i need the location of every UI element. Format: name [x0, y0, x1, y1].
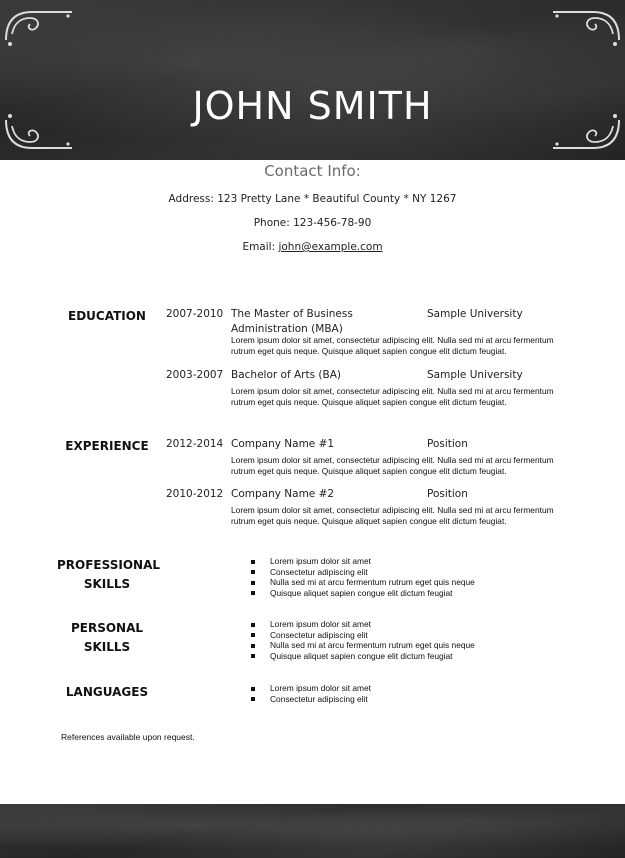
footer-banner [0, 804, 625, 858]
section-label-line: SKILLS [83, 577, 131, 591]
professional-skills-list [270, 556, 475, 598]
entry-organization: Sample University [427, 308, 523, 320]
list-item: Quisque aliquet sapien congue elit dictum feugiat [270, 651, 475, 662]
section-label-line: PROFESSIONAL [57, 558, 161, 572]
candidate-name: JOHN SMITH [192, 84, 433, 128]
contact-title: Contact Info: [264, 162, 361, 180]
header-banner [0, 0, 625, 160]
contact-address: Address: 123 Pretty Lane * Beautiful County * NY 1267 [168, 193, 457, 205]
corner-ornament-icon [2, 4, 76, 48]
list-item: Consectetur adipiscing elit [270, 567, 475, 578]
entry-organization: Sample University [427, 369, 523, 381]
entry-title: Bachelor of Arts (BA) [231, 369, 341, 381]
list-item: Nulla sed mi at arcu fermentum rutrum eget quis neque [270, 577, 475, 588]
entry-years: 2012-2014 [166, 438, 224, 450]
entry-organization: Position [427, 488, 468, 500]
list-item: Nulla sed mi at arcu fermentum rutrum eget quis neque [270, 640, 475, 651]
entry-description: Lorem ipsum dolor sit amet, consectetur adipiscing elit. Nulla sed mi at arcu fermentum rutrum eget quis neque. Quisque aliquet sapien congue elit dictum feugiat. [231, 335, 554, 356]
entry-years: 2003-2007 [166, 369, 224, 381]
list-item: Lorem ipsum dolor sit amet [270, 619, 475, 630]
section-label-experience: EXPERIENCE [65, 439, 149, 453]
entry-description: Lorem ipsum dolor sit amet, consectetur adipiscing elit. Nulla sed mi at arcu fermentum rutrum eget quis neque. Quisque aliquet sapien congue elit dictum feugiat. [231, 505, 554, 526]
entry-organization: Position [427, 438, 468, 450]
entry-years: 2007-2010 [166, 308, 224, 320]
references-note: References available upon request. [61, 732, 195, 742]
list-item: Lorem ipsum dolor sit amet [270, 683, 372, 693]
entry-description: Lorem ipsum dolor sit amet, consectetur adipiscing elit. Nulla sed mi at arcu fermentum rutrum eget quis neque. Quisque aliquet sapien congue elit dictum feugiat. [231, 386, 554, 407]
entry-title: Company Name #2 [231, 488, 335, 500]
list-item: Quisque aliquet sapien congue elit dictum feugiat [270, 588, 475, 599]
entry-years: 2010-2012 [166, 488, 224, 500]
list-item: Consectetur adipiscing elit [270, 694, 371, 705]
list-item: Consectetur adipiscing elit [270, 630, 475, 641]
section-label-education: EDUCATION [68, 309, 146, 323]
corner-ornament-icon [549, 4, 623, 48]
contact-email-line [0, 241, 625, 253]
list-item: Lorem ipsum dolor sit amet [270, 556, 475, 567]
section-label-line: PERSONAL [70, 621, 144, 635]
contact-phone: Phone: 123-456-78-90 [253, 217, 372, 229]
entry-description: Lorem ipsum dolor sit amet, consectetur adipiscing elit. Nulla sed mi at arcu fermentum rutrum eget quis neque. Quisque aliquet sapien congue elit dictum feugiat. [231, 455, 554, 476]
section-label-personal-skills [57, 619, 157, 657]
personal-skills-list [270, 619, 475, 661]
contact-email-label: Email: [242, 241, 279, 253]
entry-title: The Master of Business Administration (MBA) [231, 308, 353, 335]
entry-title: Company Name #1 [231, 438, 335, 450]
contact-email-link[interactable]: john@example.com [278, 241, 383, 253]
section-label-languages: LANGUAGES [65, 685, 149, 699]
languages-list [270, 683, 371, 704]
section-label-professional-skills [57, 556, 161, 594]
section-label-line: SKILLS [83, 640, 131, 654]
